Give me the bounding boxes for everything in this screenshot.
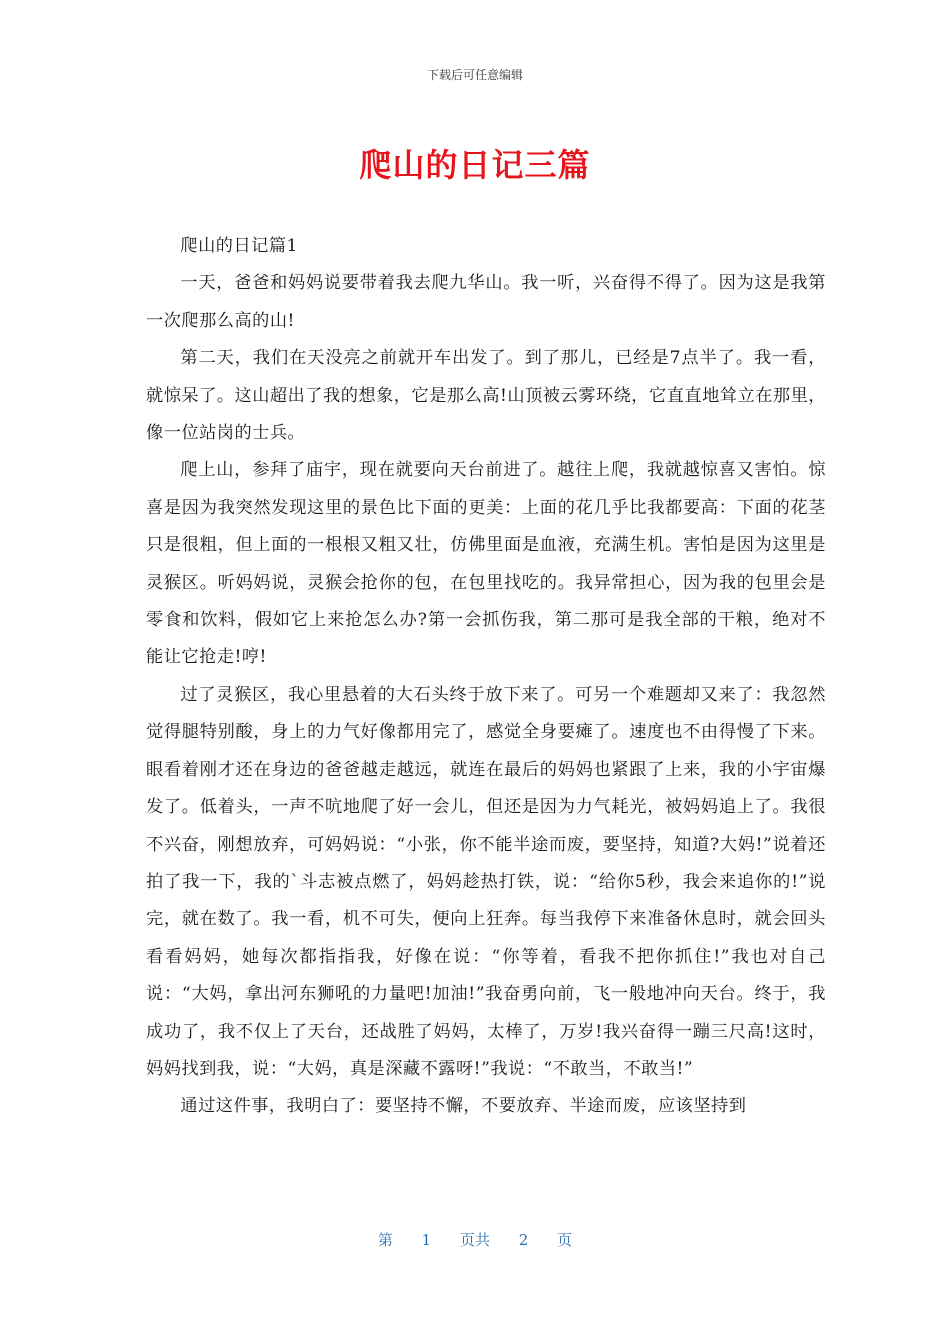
footer-ye: 页: [557, 1231, 573, 1249]
footer-di: 第: [377, 1231, 393, 1249]
header-note: 下载后可任意编辑: [426, 68, 523, 82]
paragraph-1: 一天，爸爸和妈妈说要带着我去爬九华山。我一听，兴奋得不得了。因为这是我第一次爬那么高的山!: [146, 273, 826, 331]
paragraph-4: 过了灵猴区，我心里悬着的大石头终于放下来了。可另一个难题却又来了：我忽然觉得腿特别酸，身上的力气好像都用完了，感觉全身要瘫了。速度也不由得慢了下来。眼看着刚才还在身边的爸爸越走越远，就连在最后的妈妈也紧跟了上来，我的小宇宙爆发了。低着头，一声不吭地爬了好一会儿，但还是因为力气耗光，被妈妈追上了。我很不兴奋，刚想放弃，可妈妈说：“小张，你不能半途而废，要坚持，知道?大妈!”说着还拍了我一下，我的`斗志被点燃了，妈妈趁热打铁，说：“给你5秒，我会来追你的!”说完，就在数了。我一看，机不可失，便向上狂奔。每当我停下来准备休息时，就会回头看看妈妈，她每次都指指我，好像在说：“你等着，看我不把你抓住!”我也对自己说：“大妈，拿出河东狮吼的力量吧!加油!”我奋勇向前，飞一般地冲向天台。终于，我成功了，我不仅上了天台，还战胜了妈妈，太棒了，万岁!我兴奋得一蹦三尺高!这时，妈妈找到我，说：“大妈，真是深藏不露呀!”我说：“不敢当，不敢当!”: [146, 684, 826, 1079]
footer-page-number: 1: [421, 1231, 432, 1249]
page-footer: [0, 1229, 950, 1250]
paragraph-3: 爬上山，参拜了庙宇，现在就要向天台前进了。越往上爬，我就越惊喜又害怕。惊喜是因为我突然发现这里的景色比下面的更美：上面的花几乎比我都要高：下面的花茎只是很粗，但上面的一根根又粗又壮，仿佛里面是血液，充满生机。害怕是因为这里是灵猴区。听妈妈说，灵猴会抢你的包，在包里找吃的。我异常担心，因为我的包里会是零食和饮料，假如它上来抢怎么办?第一会抓伤我，第二那可是我全部的干粮，绝对不能让它抢走!哼!: [146, 460, 826, 668]
paragraph-5: 通过这件事，我明白了：要坚持不懈，不要放弃、半途而废，应该坚持到: [180, 1096, 747, 1117]
paragraph-2: 第二天，我们在天没亮之前就开车出发了。到了那儿，已经是7点半了。我一看，就惊呆了。这山超出了我的想象，它是那么高!山顶被云雾环绕，它直直地耸立在那里，像一位站岗的士兵。: [146, 348, 826, 444]
footer-total-pages: 2: [518, 1231, 529, 1249]
document-title: 爬山的日记三篇: [359, 146, 591, 184]
footer-ye-gong: 页共: [459, 1231, 490, 1249]
section-heading: 爬山的日记篇1: [180, 236, 298, 256]
document-body: [146, 228, 826, 1126]
